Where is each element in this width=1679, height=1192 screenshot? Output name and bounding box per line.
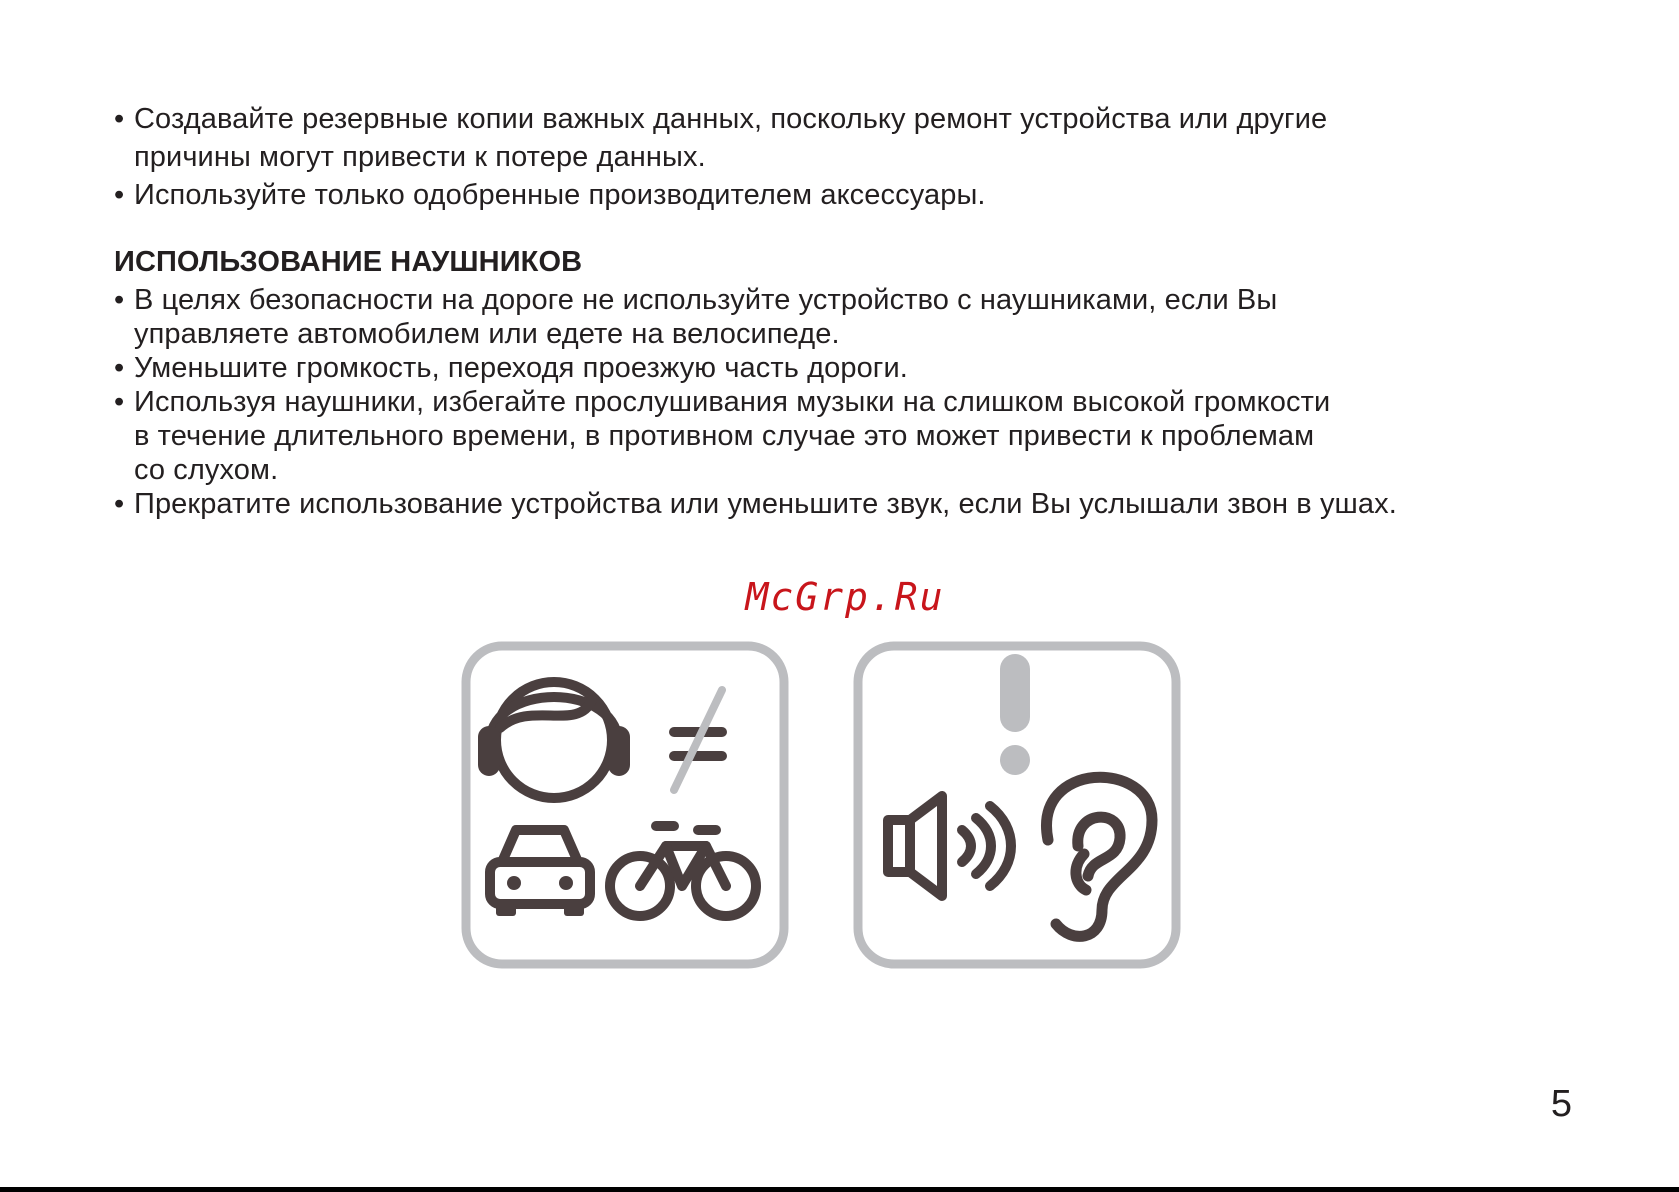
bottom-rule xyxy=(0,1187,1679,1192)
list-item: • Создавайте резервные копии важных данных, поскольку ремонт устройства или другие причины могут привести к потере данных. xyxy=(114,100,1327,176)
watermark: McGrp.Ru xyxy=(745,575,945,619)
section-heading: ИСПОЛЬЗОВАНИЕ НАУШНИКОВ xyxy=(114,246,583,278)
headphones-not-while-driving-icon xyxy=(460,640,790,970)
list-item: • В целях безопасности на дороге не используйте устройство с наушниками, если Вы управляете автомобилем или едете на велосипеде. xyxy=(114,283,1397,351)
list-item: • Прекратите использование устройства или уменьшите звук, если Вы услышали звон в ушах. xyxy=(114,487,1397,521)
general-precautions-list xyxy=(114,100,1327,214)
list-item: • Уменьшите громкость, переходя проезжую часть дороги. xyxy=(114,351,1397,385)
page-number: 5 xyxy=(1550,1083,1572,1125)
loud-sound-hearing-warning-icon xyxy=(852,640,1182,970)
list-item: • Используйте только одобренные производителем аксессуары. xyxy=(114,176,1327,214)
headphone-usage-list xyxy=(114,283,1397,521)
list-item: • Используя наушники, избегайте прослушивания музыки на слишком высокой громкости в течение длительного времени, в противном случае это может привести к проблемам со слухом. xyxy=(114,385,1397,487)
